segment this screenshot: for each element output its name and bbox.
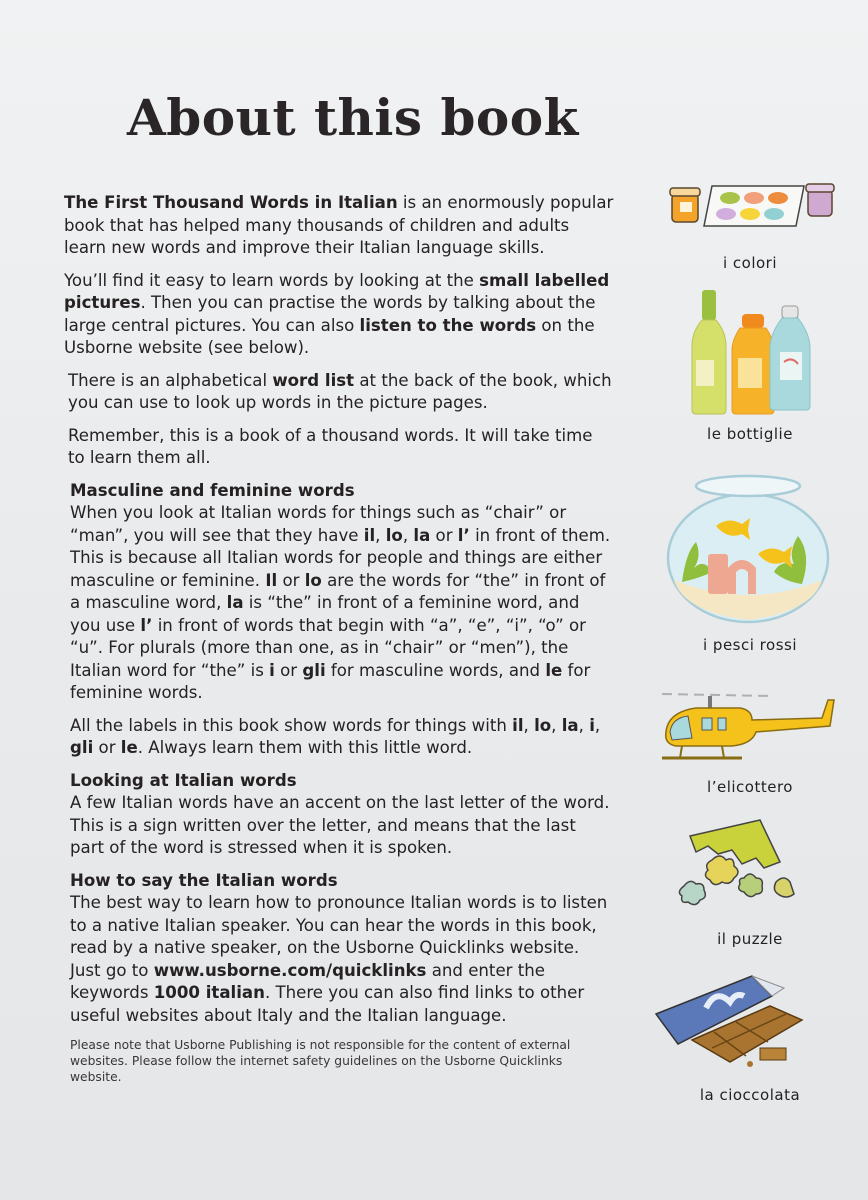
sidebar-item-colori — [652, 176, 848, 272]
safety-note: Please note that Usborne Publishing is not responsible for the content of external websites. Please follow the internet safety guidelines on the Usborne Quicklinks website. — [70, 1038, 571, 1084]
bottles-icon — [652, 288, 848, 416]
sidebar-item-elicottero — [652, 684, 848, 796]
section-heading: Looking at Italian words — [70, 770, 297, 790]
sidebar-item-label: i colori — [722, 254, 778, 272]
page-title: About this book — [127, 88, 579, 147]
section-how-to-say — [70, 870, 614, 1028]
sidebar-item-label: il puzzle — [717, 930, 783, 948]
chocolate-icon — [652, 970, 848, 1070]
helicopter-icon — [652, 684, 848, 768]
sidebar-item-label: la cioccolata — [699, 1086, 801, 1104]
section-body: When you look at Italian words for things such as “chair” or “man”, you will see that they have il, lo, la or l’ in front of them. This is because all Italian words for people and things are either masculine or feminine. Il or lo are the words for “the” in front of a masculine word, la is “the” in front of a feminine word, and you use l’ in front of words that begin with “a”, “e”, “i”, “o” or “u”. For plurals (more than one, as in “chair” or “men”), the Italian word for “the” is i or gli for masculine words, and le for feminine words. — [70, 503, 611, 702]
quicklinks-url: www.usborne.com/quicklinks — [153, 960, 427, 980]
sidebar-item-puzzle — [652, 816, 848, 948]
intro-paragraph-4: Remember, this is a book of a thousand words. It will take time to learn them all. — [68, 425, 593, 467]
sidebar-item-label: l’elicottero — [707, 778, 793, 796]
intro-paragraph-1: The First Thousand Words in Italian is an enormously popular book that has helped many thousands of children and adults learn new words and improve their Italian language skills. — [64, 193, 614, 257]
paint-palette-icon — [652, 176, 848, 246]
sidebar-item-label: le bottiglie — [707, 425, 793, 443]
section-body: The best way to learn how to pronounce Italian words is to listen to a native Italian speaker. You can hear the words in this book, read by a native speaker, on the Usborne Quicklinks website. Just go to www.usborne.com/quicklinks and enter the keywords 1000 italian. There you can also find links to other useful websites about Italy and the Italian language. — [70, 893, 608, 1025]
keywords: 1000 italian — [153, 983, 265, 1002]
main-text-column — [64, 192, 614, 1085]
section-body-2: All the labels in this book show words for things with il, lo, la, i, gli or le. Always learn them with this little word. — [70, 715, 601, 757]
sidebar-item-pesci-rossi — [652, 472, 848, 654]
section-body: A few Italian words have an accent on the last letter of the word. This is a sign written over the letter, and means that the last part of the word is stressed when it is spoken. — [70, 793, 610, 857]
section-looking-at-words — [70, 770, 614, 860]
section-heading: How to say the Italian words — [70, 870, 338, 890]
intro-paragraph-3: There is an alphabetical word list at the back of the book, which you can use to look up words in the picture pages. — [68, 370, 612, 412]
sidebar-item-label: i pesci rossi — [703, 636, 797, 654]
intro-paragraph-2: You’ll find it easy to learn words by looking at the small labelled pictures. Then you can practise the words by talking about the large central pictures. You can also listen to the words on the Usborne website (see below). — [64, 270, 610, 357]
section-heading: Masculine and feminine words — [70, 480, 355, 500]
fishbowl-icon — [652, 472, 848, 624]
puzzle-icon — [652, 816, 848, 906]
book-title-bold: The First Thousand Words in Italian — [64, 193, 398, 212]
sidebar-item-cioccolata — [652, 970, 848, 1104]
section-masculine-feminine — [70, 480, 614, 760]
sidebar-item-bottiglie — [652, 288, 848, 443]
